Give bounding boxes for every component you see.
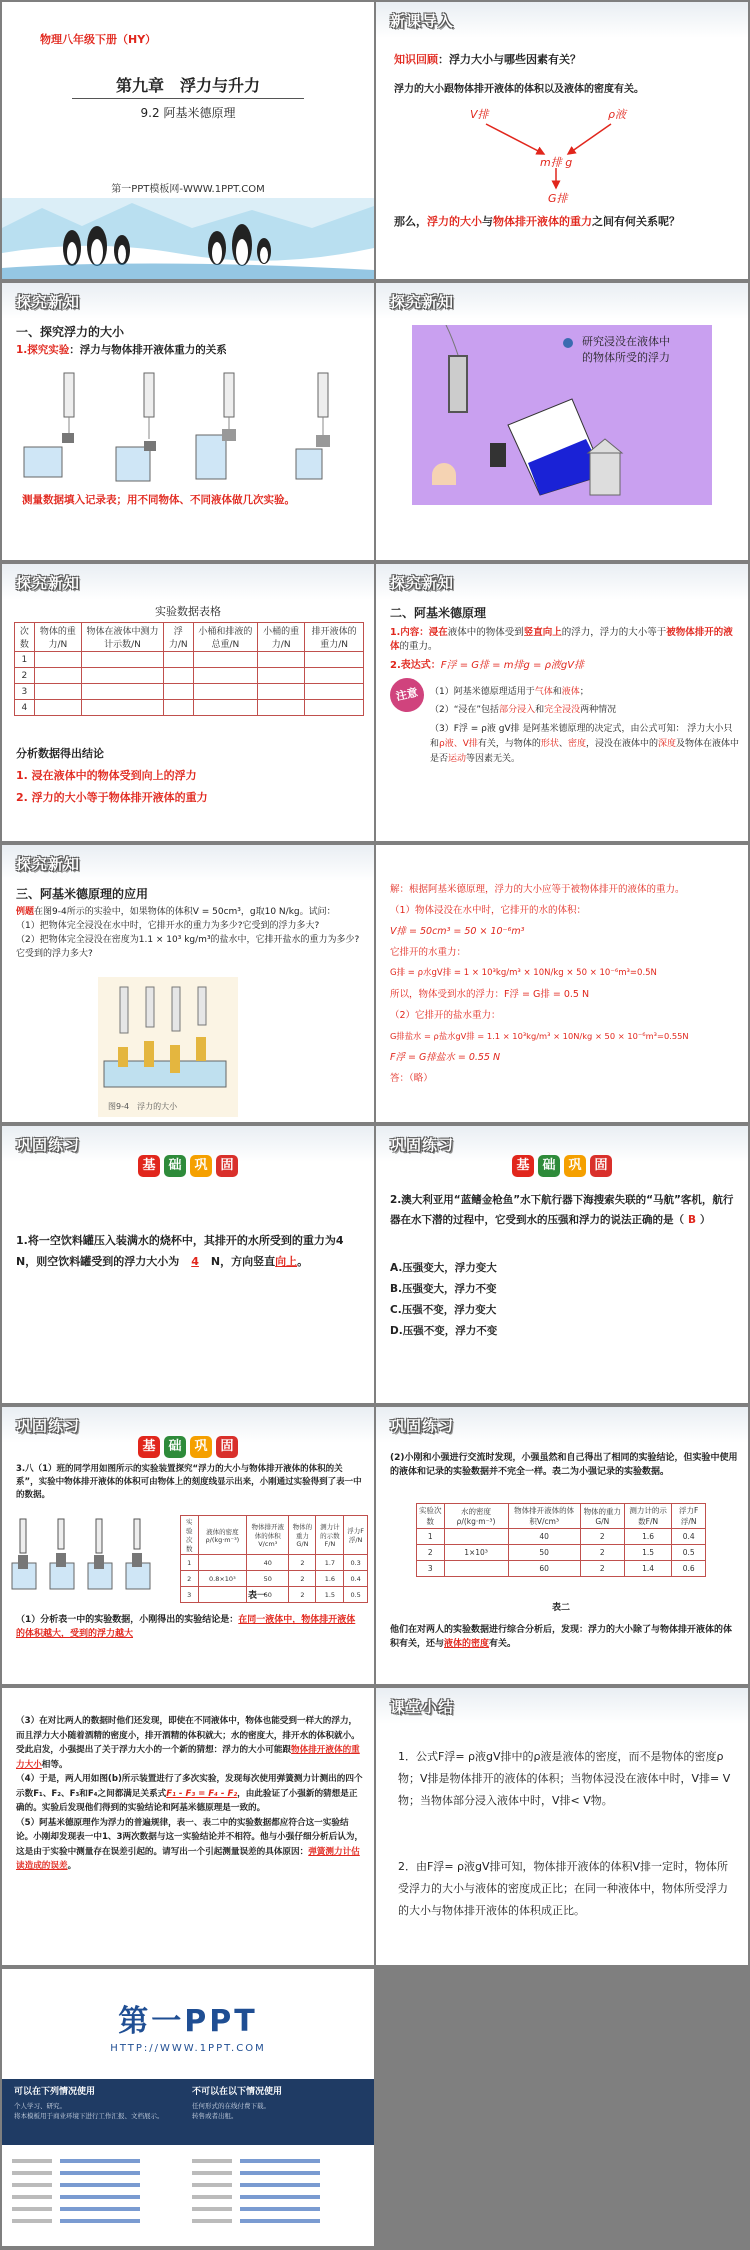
figure-caption: 图9-4 浮力的大小 [108, 1102, 178, 1111]
table-cell [198, 1587, 247, 1603]
table-cell [81, 668, 163, 684]
figure-9-4 [98, 977, 238, 1117]
experiment-illustration [16, 369, 361, 489]
table-header-cell: 物体排开液体的体积V/cm³ [508, 1504, 580, 1529]
can-use-item: 将本模板用于商业环境下进行工作汇报、文档展示。 [14, 2112, 164, 2120]
slide-tag: 课堂小结 [390, 1698, 455, 1716]
slide-solution [376, 845, 748, 1122]
slide-practice-4 [376, 1407, 748, 1684]
table-header-cell: 物体的重力G/N [289, 1516, 316, 1555]
table-cell [163, 684, 193, 700]
summary-2: 2．由F浮= ρ液gV排可知，物体排开液体的体积V排一定时，物体所受浮力的大小与液体的密度成正比；在同一种液体中，物体所受浮力的大小与物体排开液体的体积成正比。 [398, 1860, 729, 1917]
solution-line: F浮 = G排盐水 = 0.55 N [390, 1052, 501, 1063]
table-cell [258, 652, 305, 668]
slide-tag: 巩固练习 [390, 1417, 455, 1435]
slide-explore-1 [2, 283, 374, 560]
brand-logo: 第一PPT [118, 2004, 258, 2039]
part-3: （3）在对比两人的数据时他们还发现，即使在不同液体中，物体也能受到一样大的浮力，而且浮力大小随着酒精的密度小，排开酒精的体积就大；水的密度大，排开水的体积就小。受此启发，小强提出了关于浮力大小的一个新的猜想：浮力的大小可能跟物体排开液体的重力大小相等。 [16, 1716, 360, 1770]
table-cell: 60 [508, 1561, 580, 1577]
badge: 固 [216, 1436, 238, 1458]
table-cell: 3 [181, 1587, 199, 1603]
conclusion-heading: 分析数据得出结论 [16, 747, 104, 760]
resource-links [12, 2153, 364, 2239]
subject-label: 物理八年级下册（HY） [40, 33, 157, 46]
table-cell [305, 668, 364, 684]
table-cell: 0.4 [672, 1529, 706, 1545]
table-cell: 1 [15, 652, 35, 668]
badge: 巩 [564, 1155, 586, 1177]
table-header-cell: 测力计的示数F/N [624, 1504, 672, 1529]
badge: 固 [590, 1155, 612, 1177]
data-table [14, 622, 364, 716]
table-cell: 2 [289, 1555, 316, 1571]
note-2: （2）“浸在”包括部分浸入和完全浸没两种情况 [430, 705, 617, 715]
table-cell [193, 668, 258, 684]
badge: 固 [216, 1155, 238, 1177]
example-question: 例题在图9-4所示的实验中，如果物体的体积V = 50cm³，g取10 N/kg。试问： （1）把物体完全浸没在水中时，它排开水的重力为多少?它受到的浮力多大? （2）把物体完全浸没在密度为1.1 × 10³ kg/m³的盐水中，它排开盐水的重力为多少?它受到的浮力多大? [16, 907, 360, 959]
license-panel [2, 2079, 374, 2145]
slide-tag: 新课导入 [390, 12, 455, 30]
section-title: 9.2 阿基米德原理 [140, 106, 236, 120]
badge: 础 [164, 1436, 186, 1458]
table-cell: 40 [247, 1555, 289, 1571]
table-header-cell: 物体在液体中测力计示数/N [81, 623, 163, 652]
site-label: 第一PPT模板网-WWW.1PPT.COM [111, 184, 265, 195]
table-two [416, 1503, 706, 1577]
badge: 础 [164, 1155, 186, 1177]
table-cell: 1.5 [624, 1545, 672, 1561]
mg-symbol: m排 g [540, 156, 573, 169]
table-cell [258, 700, 305, 716]
table-cell [163, 700, 193, 716]
slide-tag: 探究新知 [16, 574, 81, 592]
solution-line: G排盐水 = ρ盐水gV排 = 1.1 × 10³kg/m³ × 10N/kg × 50 × 10⁻⁶m³=0.55N [390, 1031, 689, 1041]
question-3-part-2: (2)小刚和小强进行交流时发现，小强虽然和自己得出了相同的实验结论，但实验中使用的液体和记录的实验数据并不完全一样。表二为小强记录的实验数据。 [390, 1453, 738, 1477]
solution-line: （1）物体浸没在水中时，它排开的水的体积： [390, 905, 587, 916]
badge-row [2, 1435, 374, 1458]
table-cell: 50 [508, 1545, 580, 1561]
option-a: A.压强变大，浮力变大 [390, 1262, 497, 1274]
badge: 基 [512, 1155, 534, 1177]
badge: 巩 [190, 1436, 212, 1458]
table-row [417, 1561, 706, 1577]
table-header-cell: 测力计的示数F/N [316, 1516, 344, 1555]
table-row [15, 652, 364, 668]
table-cell: 2 [15, 668, 35, 684]
relation-diagram [436, 104, 676, 204]
table-header-cell: 物体排开液体的体积V/cm³ [247, 1516, 289, 1555]
table-title: 实验数据表格 [155, 605, 221, 618]
slide-practice-3 [2, 1407, 374, 1684]
animation-frame [412, 325, 712, 505]
table-cell: 1.7 [316, 1555, 344, 1571]
conclusion-1: 1. 浸在液体中的物体受到向上的浮力 [16, 769, 197, 782]
option-b: B.压强变大，浮力不变 [390, 1283, 497, 1295]
table-cell [193, 652, 258, 668]
table-row [181, 1555, 368, 1571]
table-header-cell: 排开液体的重力/N [305, 623, 364, 652]
can-use-title: 可以在下列情况使用 [14, 2087, 96, 2097]
table-cell: 0.3 [344, 1555, 368, 1571]
table-cell [81, 684, 163, 700]
table-cell: 1 [417, 1529, 445, 1545]
cannot-use-title: 不可以在以下情况使用 [192, 2087, 283, 2097]
question-3-part-1: （1）分析表一中的实验数据，小刚得出的实验结论是：在同一液体中，物体排开液体的体积越大，受到的浮力越大 [16, 1615, 356, 1639]
table-cell [258, 684, 305, 700]
table-cell: 40 [508, 1529, 580, 1545]
table-header-cell: 液体的密度ρ/(kg·m⁻³) [198, 1516, 247, 1555]
slide-tag: 巩固练习 [16, 1136, 81, 1154]
table-cell [34, 652, 81, 668]
note-stamp: 注意 [387, 675, 427, 715]
table-cell: 1.6 [624, 1529, 672, 1545]
table-header-cell: 物体的重力/N [34, 623, 81, 652]
buoyancy-animation [412, 325, 712, 505]
note-1: （1）阿基米德原理适用于气体和液体； [430, 687, 589, 697]
table-header-cell: 实验次数 [181, 1516, 199, 1555]
badge: 基 [138, 1436, 160, 1458]
slide-tag: 探究新知 [390, 293, 455, 311]
part-4: （4）于是，两人用如图(b)所示装置进行了多次实验，发现每次使用弹簧测力计测出的四个示数F₁、F₂、F₃和F₄之间都满足关系式F₁ - F₃ = F₄ - F₂，由此验证了小强新的猜想是正确的。实验后发现他们得到的实验结论和阿基米德原理是一致的。 [16, 1774, 363, 1813]
question-2: 2.澳大利亚用“蓝鳍金枪鱼”水下航行器下海搜索失联的“马航”客机，航行器在水下潜的过程中，它受到水的压强和浮力的说法正确的是（ B ） [390, 1194, 734, 1226]
table-cell: 60 [247, 1587, 289, 1603]
slide-intro [376, 2, 748, 279]
table-cell: 0.8×10³ [198, 1571, 247, 1587]
badge-row [376, 1154, 748, 1177]
table-header-cell: 浮力/N [163, 623, 193, 652]
table-cell: 1.6 [316, 1571, 344, 1587]
table-cell [34, 700, 81, 716]
slide-summary [376, 1688, 748, 1965]
formula-line: 2.表达式：F浮 = G排 = m排g = ρ液gV排 [390, 660, 585, 671]
chapter-title: 第九章 浮力与升力 [115, 76, 260, 95]
slide-title [2, 2, 374, 279]
solution-line: 答：（略） [390, 1073, 433, 1084]
table-header-cell: 小桶的重力/N [258, 623, 305, 652]
table-cell [305, 684, 364, 700]
option-c: C.压强不变，浮力变大 [390, 1304, 497, 1316]
solution-line: 它排开的水重力： [390, 947, 467, 958]
slide-practice-2 [376, 1126, 748, 1403]
cannot-use-item: 任何形式的在线付费下载。 [192, 2102, 270, 2110]
slide-practice-1 [2, 1126, 374, 1403]
question-line: 那么，浮力的大小与物体排开液体的重力之间有何关系呢？ [394, 215, 680, 228]
solution-text [390, 879, 738, 1089]
slide-tag: 探究新知 [390, 574, 455, 592]
note-3: （3）F浮 = ρ液 gV排 是阿基米德原理的决定式，由公式可知： 浮力大小只和ρ液、V排有关，与物体的形状、密度，浸没在液体中的深度及物体在液体中是否运动等因素无关。 [430, 724, 740, 764]
table-cell: 2 [580, 1545, 624, 1561]
table-row [15, 668, 364, 684]
table-cell: 0.6 [672, 1561, 706, 1577]
table-row [181, 1587, 368, 1603]
solution-line: 所以，物体受到水的浮力：F浮 = G排 = 0.5 N [390, 989, 590, 1000]
solution-line: 解：根据阿基米德原理，浮力的大小应等于被物体排开的液体的重力。 [390, 884, 685, 895]
table-cell: 2 [289, 1571, 316, 1587]
table-cell [163, 652, 193, 668]
table-row [15, 684, 364, 700]
table-header-cell: 浮力F浮/N [344, 1516, 368, 1555]
caption-line-1: 研究浸没在液体中 [582, 335, 670, 348]
table-cell [305, 700, 364, 716]
application-heading: 三、阿基米德原理的应用 [16, 887, 149, 901]
table-cell [81, 700, 163, 716]
solution-line: V排 = 50cm³ = 50 × 10⁻⁶m³ [390, 926, 525, 937]
table-cell: 1 [181, 1555, 199, 1571]
table-header-cell: 物体的重力G/N [580, 1504, 624, 1529]
slide-explore-2 [376, 283, 748, 560]
table-one [180, 1515, 368, 1603]
table-row [15, 700, 364, 716]
solution-line: （2）它排开的盐水重力： [390, 1010, 501, 1021]
question-3-parts-3-5 [16, 1714, 364, 1874]
slide-tag: 巩固练习 [390, 1136, 455, 1154]
section-heading: 一、探究浮力的大小 [16, 325, 125, 339]
table-cell: 2 [181, 1571, 199, 1587]
table-cell: 2 [289, 1587, 316, 1603]
table-cell: 0.5 [672, 1545, 706, 1561]
table-cell: 1×10³ [444, 1545, 508, 1561]
table-row [417, 1529, 706, 1545]
slide-tag: 探究新知 [16, 855, 81, 873]
title-divider [72, 98, 304, 99]
brand-url[interactable]: HTTP://WWW.1PPT.COM [110, 2043, 266, 2054]
table-cell: 0.4 [344, 1571, 368, 1587]
table-header-cell: 水的密度ρ/(kg·m⁻³) [444, 1504, 508, 1529]
badge: 基 [138, 1155, 160, 1177]
v-symbol: V排 [470, 108, 489, 121]
table-cell [34, 668, 81, 684]
table-cell [193, 700, 258, 716]
solution-line: G排 = ρ水gV排 = 1 × 10³kg/m³ × 10N/kg × 50 × 10⁻⁶m³=0.5N [390, 968, 657, 978]
note-line: 测量数据填入记录表；用不同物体、不同液体做几次实验。 [22, 494, 295, 506]
caption-line-2: 的物体所受的浮力 [582, 351, 670, 364]
slide-data-table [2, 564, 374, 841]
summary-1: 1．公式F浮= ρ液gV排中的ρ液是液体的密度，而不是物体的密度ρ物；V排是物体排开的液体的体积；当物体浸没在液体中时，V排= V物；当物体部分浸入液体中时，V排< V物。 [398, 1750, 731, 1807]
table-cell: 0.5 [344, 1587, 368, 1603]
table-header-cell: 浮力F浮/N [672, 1504, 706, 1529]
question-3: 3.八（1）班的同学用如图所示的实验装置探究“浮力的大小与物体排开液体的体积的关系”，实验中物体排开液体的体积可由物体上的刻度线显示出来，小刚通过实验得到了表一中的数据。 [16, 1464, 362, 1500]
options-list [390, 1258, 738, 1342]
table-two-caption: 表二 [552, 1603, 571, 1613]
slide-tag: 探究新知 [16, 293, 81, 311]
table-cell: 50 [247, 1571, 289, 1587]
analysis-line: 他们在对两人的实验数据进行综合分析后，发现：浮力的大小除了与物体排开液体的体积有关，还与液体的密度有关。 [390, 1625, 733, 1649]
table-cell [193, 684, 258, 700]
table-cell [305, 652, 364, 668]
principle-heading: 二、阿基米德原理 [390, 606, 487, 620]
table-header-cell: 小桶和排液的总重/N [193, 623, 258, 652]
table-cell [34, 684, 81, 700]
table-cell [444, 1561, 508, 1577]
penguin-illustration [2, 198, 374, 279]
cannot-use-item: 转售或者出租。 [192, 2112, 238, 2120]
experiment-line: 1.探究实验：浮力与物体排开液体重力的关系 [16, 344, 227, 356]
table-header-cell: 实验次数 [417, 1504, 445, 1529]
table-cell: 1.4 [624, 1561, 672, 1577]
table-cell: 4 [15, 700, 35, 716]
badge: 巩 [190, 1155, 212, 1177]
g-symbol: G排 [548, 192, 568, 204]
table-cell: 3 [15, 684, 35, 700]
can-use-item: 个人学习、研究。 [14, 2102, 66, 2110]
table-cell: 2 [580, 1561, 624, 1577]
recall-line: 知识回顾：浮力大小与哪些因素有关？ [394, 53, 581, 66]
slide-practice-5 [2, 1688, 374, 1965]
table-one-caption: 表一 [248, 1591, 267, 1601]
table-row [417, 1545, 706, 1561]
table-cell [163, 668, 193, 684]
slide-principle [376, 564, 748, 841]
recall-answer: 浮力的大小跟物体排开液体的体积以及液体的密度有关。 [394, 84, 644, 95]
slide-application [2, 845, 374, 1122]
slide-footer [2, 1969, 374, 2246]
table-cell: 2 [580, 1529, 624, 1545]
table-cell [258, 668, 305, 684]
question-1: 1.将一空饮料罐压入装满水的烧杯中，其排开的水所受到的重力为4 N，则空饮料罐受到的浮力大小为 4 N，方向竖直向上。 [16, 1234, 344, 1268]
badge-row [2, 1154, 374, 1177]
table-cell: 2 [417, 1545, 445, 1561]
rho-symbol: ρ液 [608, 108, 626, 121]
table-header-cell: 次数 [15, 623, 35, 652]
badge: 础 [538, 1155, 560, 1177]
slide-tag: 巩固练习 [16, 1417, 81, 1435]
conclusion-2: 2. 浮力的大小等于物体排开液体的重力 [16, 791, 208, 804]
part-5: （5）阿基米德原理作为浮力的普遍规律，表一、表二中的实验数据都应符合这一实验结论。小刚却发现表一中1、3两次数据与这一实验结论并不相符。他与小强仔细分析后认为，这是由于实验中测量存在误差引起的。请写出一个引起测量误差的具体原因：弹簧测力计估读造成的误差。 [16, 1817, 364, 1871]
apparatus-figure [10, 1513, 178, 1593]
table-cell: 1.5 [316, 1587, 344, 1603]
table-cell [81, 652, 163, 668]
table-row [181, 1571, 368, 1587]
table-cell [444, 1529, 508, 1545]
table-cell [198, 1555, 247, 1571]
table-cell: 3 [417, 1561, 445, 1577]
principle-content: 1.内容：浸在液体中的物体受到竖直向上的浮力，浮力的大小等于被物体排开的液体的重力。 [390, 627, 733, 652]
option-d: D.压强不变，浮力不变 [390, 1325, 498, 1337]
